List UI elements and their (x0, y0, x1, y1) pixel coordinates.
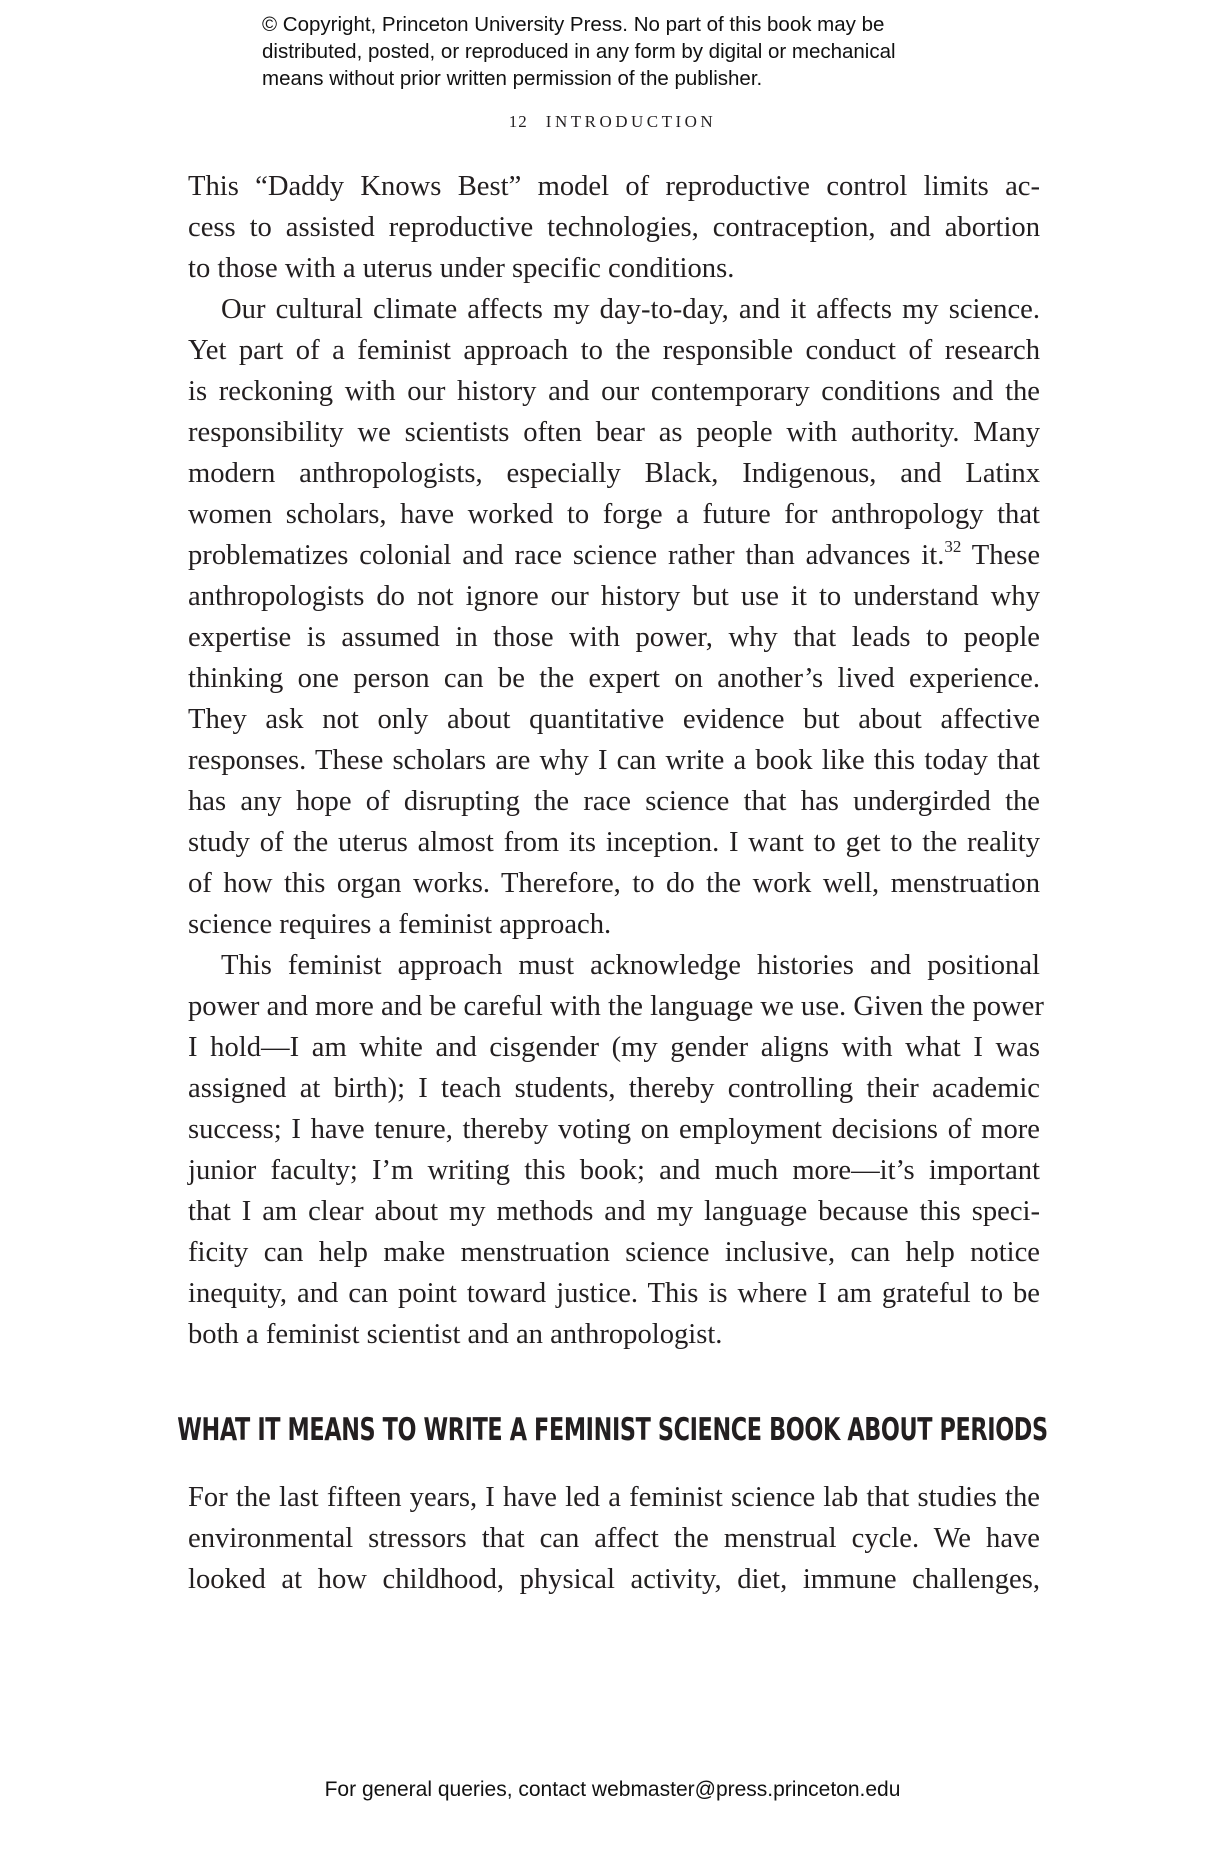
text-line: that I am clear about my methods and my language because this speci- (188, 1196, 1040, 1227)
page-number: 12 (508, 112, 528, 131)
text-line: anthropologists do not ignore our history but use it to understand why (188, 581, 1040, 612)
body-paragraph (188, 289, 1040, 945)
running-head-title: INTRODUCTION (545, 112, 717, 131)
text-line: study of the uterus almost from its inception. I want to get to the reality (188, 827, 1040, 858)
text-line: modern anthropologists, especially Black, Indigenous, and Latinx (188, 458, 1040, 489)
text-line: For the last fifteen years, I have led a feminist science lab that studies the (188, 1482, 1040, 1513)
text-line: thinking one person can be the expert on another’s lived experience. (188, 663, 1040, 694)
text-line: responses. These scholars are why I can write a book like this today that (188, 745, 1040, 776)
copyright-notice (262, 11, 1022, 92)
text-line: junior faculty; I’m writing this book; and much more—it’s important (188, 1155, 1040, 1186)
text-line: environmental stressors that can affect the menstrual cycle. We have (188, 1523, 1040, 1554)
body-paragraph (188, 166, 1040, 289)
text-line: responsibility we scientists often bear as people with authority. Many (188, 417, 1040, 448)
text-line: ficity can help make menstruation science inclusive, can help notice (188, 1237, 1040, 1268)
body-paragraph (188, 945, 1044, 1355)
text-line: both a feminist scientist and an anthropologist. (188, 1319, 723, 1350)
text-line: women scholars, have worked to forge a future for anthropology that (188, 499, 1040, 530)
text-line: to those with a uterus under specific conditions. (188, 253, 735, 284)
text-line: assigned at birth); I teach students, thereby controlling their academic (188, 1073, 1040, 1104)
text-line: Yet part of a feminist approach to the responsible conduct of research (188, 335, 1040, 366)
text-line: Our cultural climate affects my day-to-day, and it affects my science. (221, 294, 1040, 325)
text-line: This “Daddy Knows Best” model of reproductive control limits ac- (188, 171, 1040, 202)
text-line-with-footnote (188, 535, 1040, 576)
text-line: has any hope of disrupting the race science that has undergirded the (188, 786, 1040, 817)
section-heading: WHAT IT MEANS TO WRITE A FEMINIST SCIENCE BOOK ABOUT PERIODS (177, 1412, 1048, 1448)
text-line: power and more and be careful with the language we use. Given the power (188, 991, 1044, 1022)
footer-contact: For general queries, contact webmaster@press.princeton.edu (324, 1778, 901, 1801)
copyright-line: © Copyright, Princeton University Press. No part of this book may be (262, 13, 885, 36)
text-line: inequity, and can point toward justice. This is where I am grateful to be (188, 1278, 1040, 1309)
text-line: is reckoning with our history and our contemporary conditions and the (188, 376, 1040, 407)
copyright-line: means without prior written permission of the publisher. (262, 67, 763, 90)
text-line: science requires a feminist approach. (188, 909, 612, 940)
text-line: of how this organ works. Therefore, to do the work well, menstruation (188, 868, 1040, 899)
footnote-reference[interactable]: 32 (944, 537, 962, 556)
text-line: expertise is assumed in those with power, why that leads to people (188, 622, 1040, 653)
text-fragment: These (961, 540, 1041, 571)
text-line: success; I have tenure, thereby voting on employment decisions of more (188, 1114, 1040, 1145)
text-line: I hold—I am white and cisgender (my gender aligns with what I was (188, 1032, 1040, 1063)
text-line: cess to assisted reproductive technologies, contraception, and abortion (188, 212, 1040, 243)
text-fragment: problematizes colonial and race science rather than advances it. (188, 540, 945, 571)
copyright-line: distributed, posted, or reproduced in any form by digital or mechanical (262, 40, 896, 63)
body-paragraph (188, 1477, 1040, 1600)
text-line: They ask not only about quantitative evidence but about affective (188, 704, 1040, 735)
running-head (0, 112, 1225, 132)
text-line: This feminist approach must acknowledge histories and positional (221, 950, 1040, 981)
text-line: looked at how childhood, physical activity, diet, immune challenges, (188, 1564, 1040, 1595)
